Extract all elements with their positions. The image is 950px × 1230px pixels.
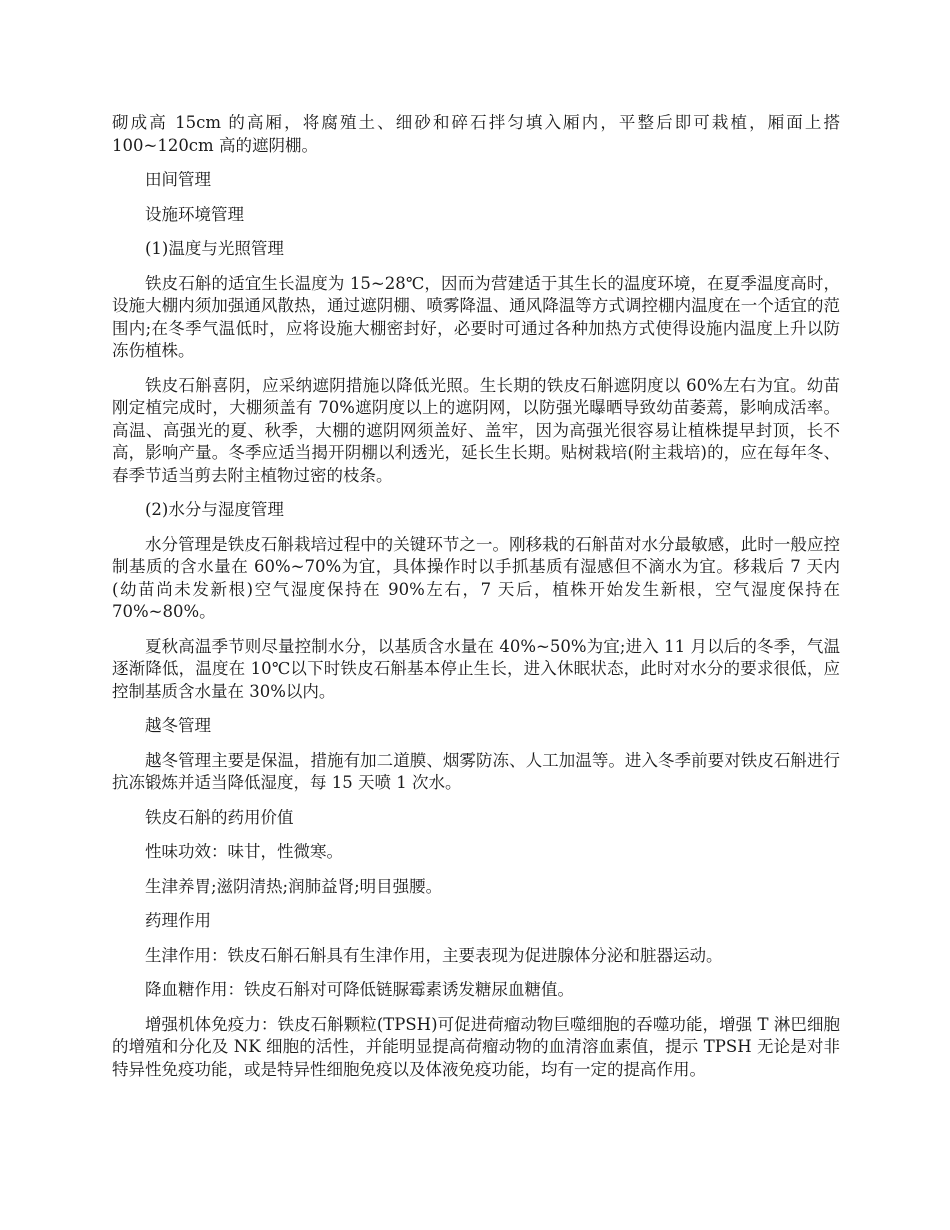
paragraph-light: 铁皮石斛喜阴，应采纳遮阴措施以降低光照。生长期的铁皮石斛遮阴度以 60%左右为宜。幼苗刚定植完成时，大棚须盖有 70%遮阴度以上的遮阴网，以防强光曝晒导致幼苗萎蔫，影响成活率。高温、高强光的夏、秋季，大棚的遮阴网须盖好、盖牢，因为高强光很容易让植株提早封顶，长不高，影响产量。冬季应适当揭开阴棚以利透光，延长生长期。贴树栽培(附主栽培)的，应在每年冬、春季节适当剪去附主植物过密的枝条。 (112, 375, 840, 485)
heading-facility-environment: 设施环境管理 (145, 204, 244, 224)
paragraph-immunity: 增强机体免疫力：铁皮石斛颗粒(TPSH)可促进荷瘤动物巨噬细胞的吞噬功能，增强 T 淋巴细胞的增殖和分化及 NK 细胞的活性，并能明显提高荷瘤动物的血清溶血素值，提示 TPSH 无论是对非特异性免疫功能，或是特异性细胞免疫以及体液免疫功能，均有一定的提高作用。 (112, 1014, 840, 1079)
paragraph-summer-autumn: 夏秋高温季节则尽量控制水分，以基质含水量在 40%~50%为宜;进入 11 月以后的冬季，气温逐渐降低，温度在 10℃以下时铁皮石斛基本停止生长，进入休眠状态，此时对水分的要求很低，应控制基质含水量在 30%以内。 (112, 636, 840, 701)
paragraph-temperature: 铁皮石斛的适宜生长温度为 15~28℃，因而为营建适于其生长的温度环境，在夏季温度高时，设施大棚内须加强通风散热，通过遮阴棚、喷雾降温、通风降温等方式调控棚内温度在一个适宜的范围内;在冬季气温低时，应将设施大棚密封好，必要时可通过各种加热方式使得设施内温度上升以防冻伤植株。 (112, 273, 840, 360)
document-page (112, 112, 840, 1081)
heading-medicinal-value: 铁皮石斛的药用价值 (145, 807, 294, 827)
heading-water-humidity: (2)水分与湿度管理 (145, 500, 284, 519)
paragraph-fluid-production: 生津作用：铁皮石斛石斛具有生津作用，主要表现为促进腺体分泌和脏器运动。 (145, 945, 723, 965)
heading-temperature-light: (1)温度与光照管理 (145, 239, 284, 258)
heading-field-management: 田间管理 (145, 170, 211, 189)
paragraph-blood-sugar: 降血糖作用：铁皮石斛对可降低链脲霉素诱发糖尿血糖值。 (145, 980, 574, 999)
paragraph-overwintering: 越冬管理主要是保温，措施有加二道膜、烟雾防冻、人工加温等。进入冬季前要对铁皮石斛进行抗冻锻炼并适当降低湿度，每 15 天喷 1 次水。 (112, 750, 840, 792)
heading-pharmacology: 药理作用 (145, 911, 211, 930)
paragraph-water: 水分管理是铁皮石斛栽培过程中的关键环节之一。刚移栽的石斛苗对水分最敏感，此时一般应控制基质的含水量在 60%~70%为宜，具体操作时以手抓基质有湿感但不滴水为宜。移栽后 7 天内(幼苗尚未发新根)空气湿度保持在 90%左右，7 天后，植株开始发生新根，空气湿度保持在 70%~80%。 (112, 534, 840, 621)
paragraph-taste-effect: 性味功效：味甘，性微寒。 (145, 842, 343, 861)
paragraph-continuation: 砌成高 15cm 的高厢，将腐殖土、细砂和碎石拌匀填入厢内，平整后即可栽植，厢面上搭 100~120cm 高的遮阴棚。 (112, 113, 840, 155)
heading-overwintering: 越冬管理 (145, 716, 211, 735)
paragraph-effects-list: 生津养胃;滋阴清热;润肺益肾;明目强腰。 (145, 876, 443, 896)
